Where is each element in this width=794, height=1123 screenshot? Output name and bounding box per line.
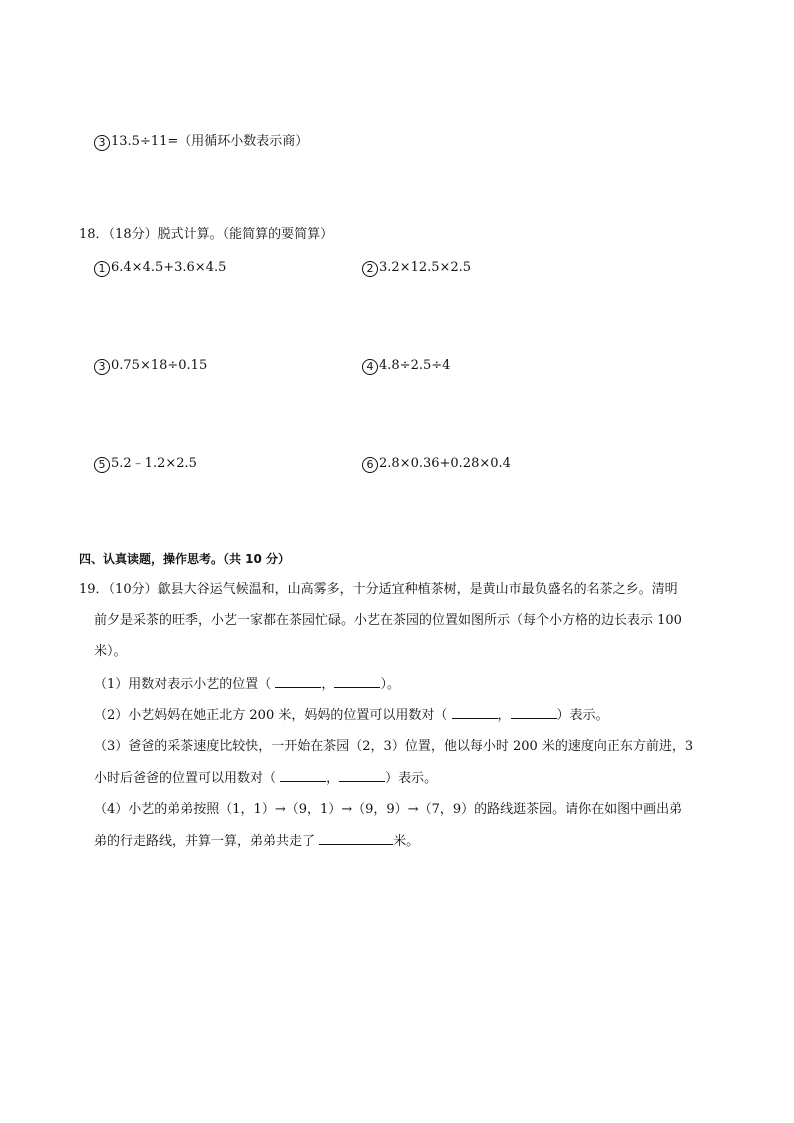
- q19-line-1: 19．（10分）歙县大谷运气候温和，山高雾多，十分适宜种植茶树，是黄山市最负盛名的名茶之乡。清明: [79, 582, 678, 597]
- circled-number: 6: [362, 457, 378, 473]
- q18-item-5-text: 5.2﹣1.2×2.5: [111, 456, 197, 471]
- q18-item-1-text: 6.4×4.5+3.6×4.5: [111, 260, 227, 275]
- q19-part-3-line-1: （3）爸爸的采茶速度比较快，一开始在茶园（2，3）位置，他以每小时 200 米的速度向正东方前进，3: [94, 739, 694, 754]
- q17-item-3: [94, 133, 308, 151]
- q19-part-4-line-1: （4）小艺的弟弟按照（1，1）→（9，1）→（9，9）→（7，9）的路线逛茶园。请你在如图中画出弟: [94, 802, 683, 817]
- q19-part-2-text: （2）小艺妈妈在她正北方 200 米，妈妈的位置可以用数对（: [94, 708, 448, 723]
- q18-header: 18．（18分）脱式计算。（能简算的要简算）: [79, 227, 334, 242]
- q18-item-4: [362, 357, 450, 375]
- q19-part-2: [94, 706, 609, 725]
- q19-part-1-text: （1）用数对表示小艺的位置（: [94, 677, 272, 692]
- q18-item-1: [94, 259, 226, 277]
- answer-blank[interactable]: [280, 769, 326, 782]
- q19-part-4-end: 米。: [393, 834, 420, 849]
- q19-part-1-end: ）。: [380, 677, 400, 692]
- q19-part-1: [94, 675, 400, 694]
- q17-item-3-text: 13.5÷11=（用循环小数表示商）: [111, 134, 309, 149]
- circled-number: 5: [94, 457, 110, 473]
- section-4-title: 四、认真读题，操作思考。（共 10 分）: [79, 552, 291, 566]
- answer-blank[interactable]: [511, 706, 557, 719]
- answer-blank[interactable]: [339, 769, 385, 782]
- circled-number: 1: [94, 261, 110, 277]
- q19-line-3: 米）。: [94, 644, 127, 659]
- q18-item-3: [94, 357, 207, 375]
- q19-part-4-text: 弟的行走路线，并算一算，弟弟共走了: [94, 834, 316, 849]
- circled-number: 3: [94, 359, 110, 375]
- answer-blank[interactable]: [334, 675, 380, 688]
- circled-number: 2: [362, 261, 378, 277]
- q19-line-2: 前夕是采茶的旺季，小艺一家都在茶园忙碌。小艺在茶园的位置如图所示（每个小方格的边长表示 100: [94, 613, 682, 628]
- circled-number: 3: [94, 135, 110, 151]
- q18-item-4-text: 4.8÷2.5÷4: [379, 358, 451, 373]
- q18-item-3-text: 0.75×18÷0.15: [111, 358, 208, 373]
- answer-blank[interactable]: [452, 706, 498, 719]
- circled-number: 4: [362, 359, 378, 375]
- q19-part-3-line-2: [94, 769, 437, 788]
- q18-item-6-text: 2.8×0.36+0.28×0.4: [379, 456, 511, 471]
- q18-item-6: [362, 455, 511, 473]
- q18-item-5: [94, 455, 197, 473]
- separator: ，: [326, 771, 340, 786]
- q18-item-2: [362, 259, 471, 277]
- q19-part-3-end: ）表示。: [385, 771, 438, 786]
- separator: ，: [497, 708, 511, 723]
- q19-part-2-end: ）表示。: [556, 708, 609, 723]
- q18-item-2-text: 3.2×12.5×2.5: [379, 260, 472, 275]
- separator: ，: [321, 677, 335, 692]
- answer-blank[interactable]: [319, 832, 393, 845]
- q19-part-4-line-2: [94, 832, 419, 851]
- answer-blank[interactable]: [275, 675, 321, 688]
- q19-part-3-text: 小时后爸爸的位置可以用数对（: [94, 771, 277, 786]
